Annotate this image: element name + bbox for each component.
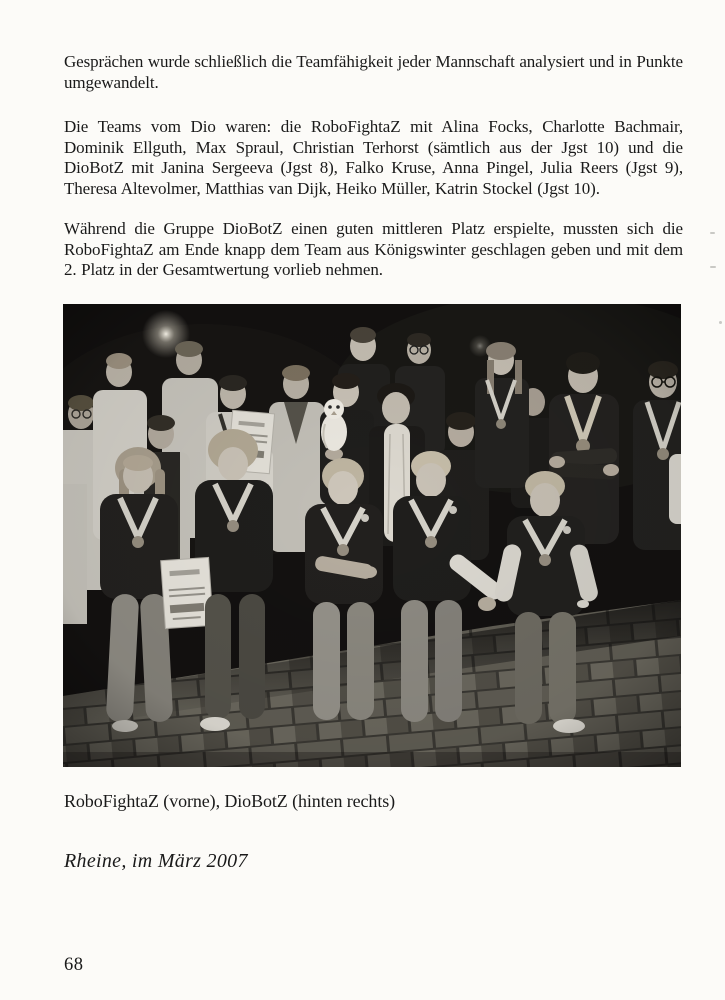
scan-artifact (710, 232, 715, 234)
team-photo-illustration (63, 304, 681, 767)
photo-vignette (63, 304, 681, 767)
photo-caption: RoboFightaZ (vorne), DioBotZ (hinten rechts) (64, 791, 396, 811)
paragraph-team-roster: Die Teams vom Dio waren: die RoboFightaZ mit Alina Focks, Charlotte Bachmair, Dominik Ellguth, Max Spraul, Christian Terhorst (sämtlich aus der Jgst 10) und die DioBotZ mit Janina Sergeeva (Jgst 8), Falko Kruse, Anna Pingel, Julia Reers (Jgst 9), Theresa Altevolmer, Matthias van Dijk, Heiko Müller, Katrin Stockel (Jgst 10). (64, 117, 683, 198)
page-number: 68 (64, 955, 84, 975)
dateline: Rheine, im März 2007 (64, 850, 248, 872)
team-photo (63, 304, 681, 767)
scan-artifact (710, 266, 716, 268)
scan-artifact (719, 321, 722, 324)
paragraph-results: Während die Gruppe DioBotZ einen guten mittleren Platz erspielte, mussten sich die RoboFightaZ am Ende knapp dem Team aus Königswinter geschlagen geben und mit dem 2. Platz in der Gesamtwertung vorlieb nehmen. (64, 219, 683, 279)
paragraph-analysis: Gesprächen wurde schließlich die Teamfähigkeit jeder Mannschaft analysiert und in Punkte umgewandelt. (64, 52, 683, 92)
